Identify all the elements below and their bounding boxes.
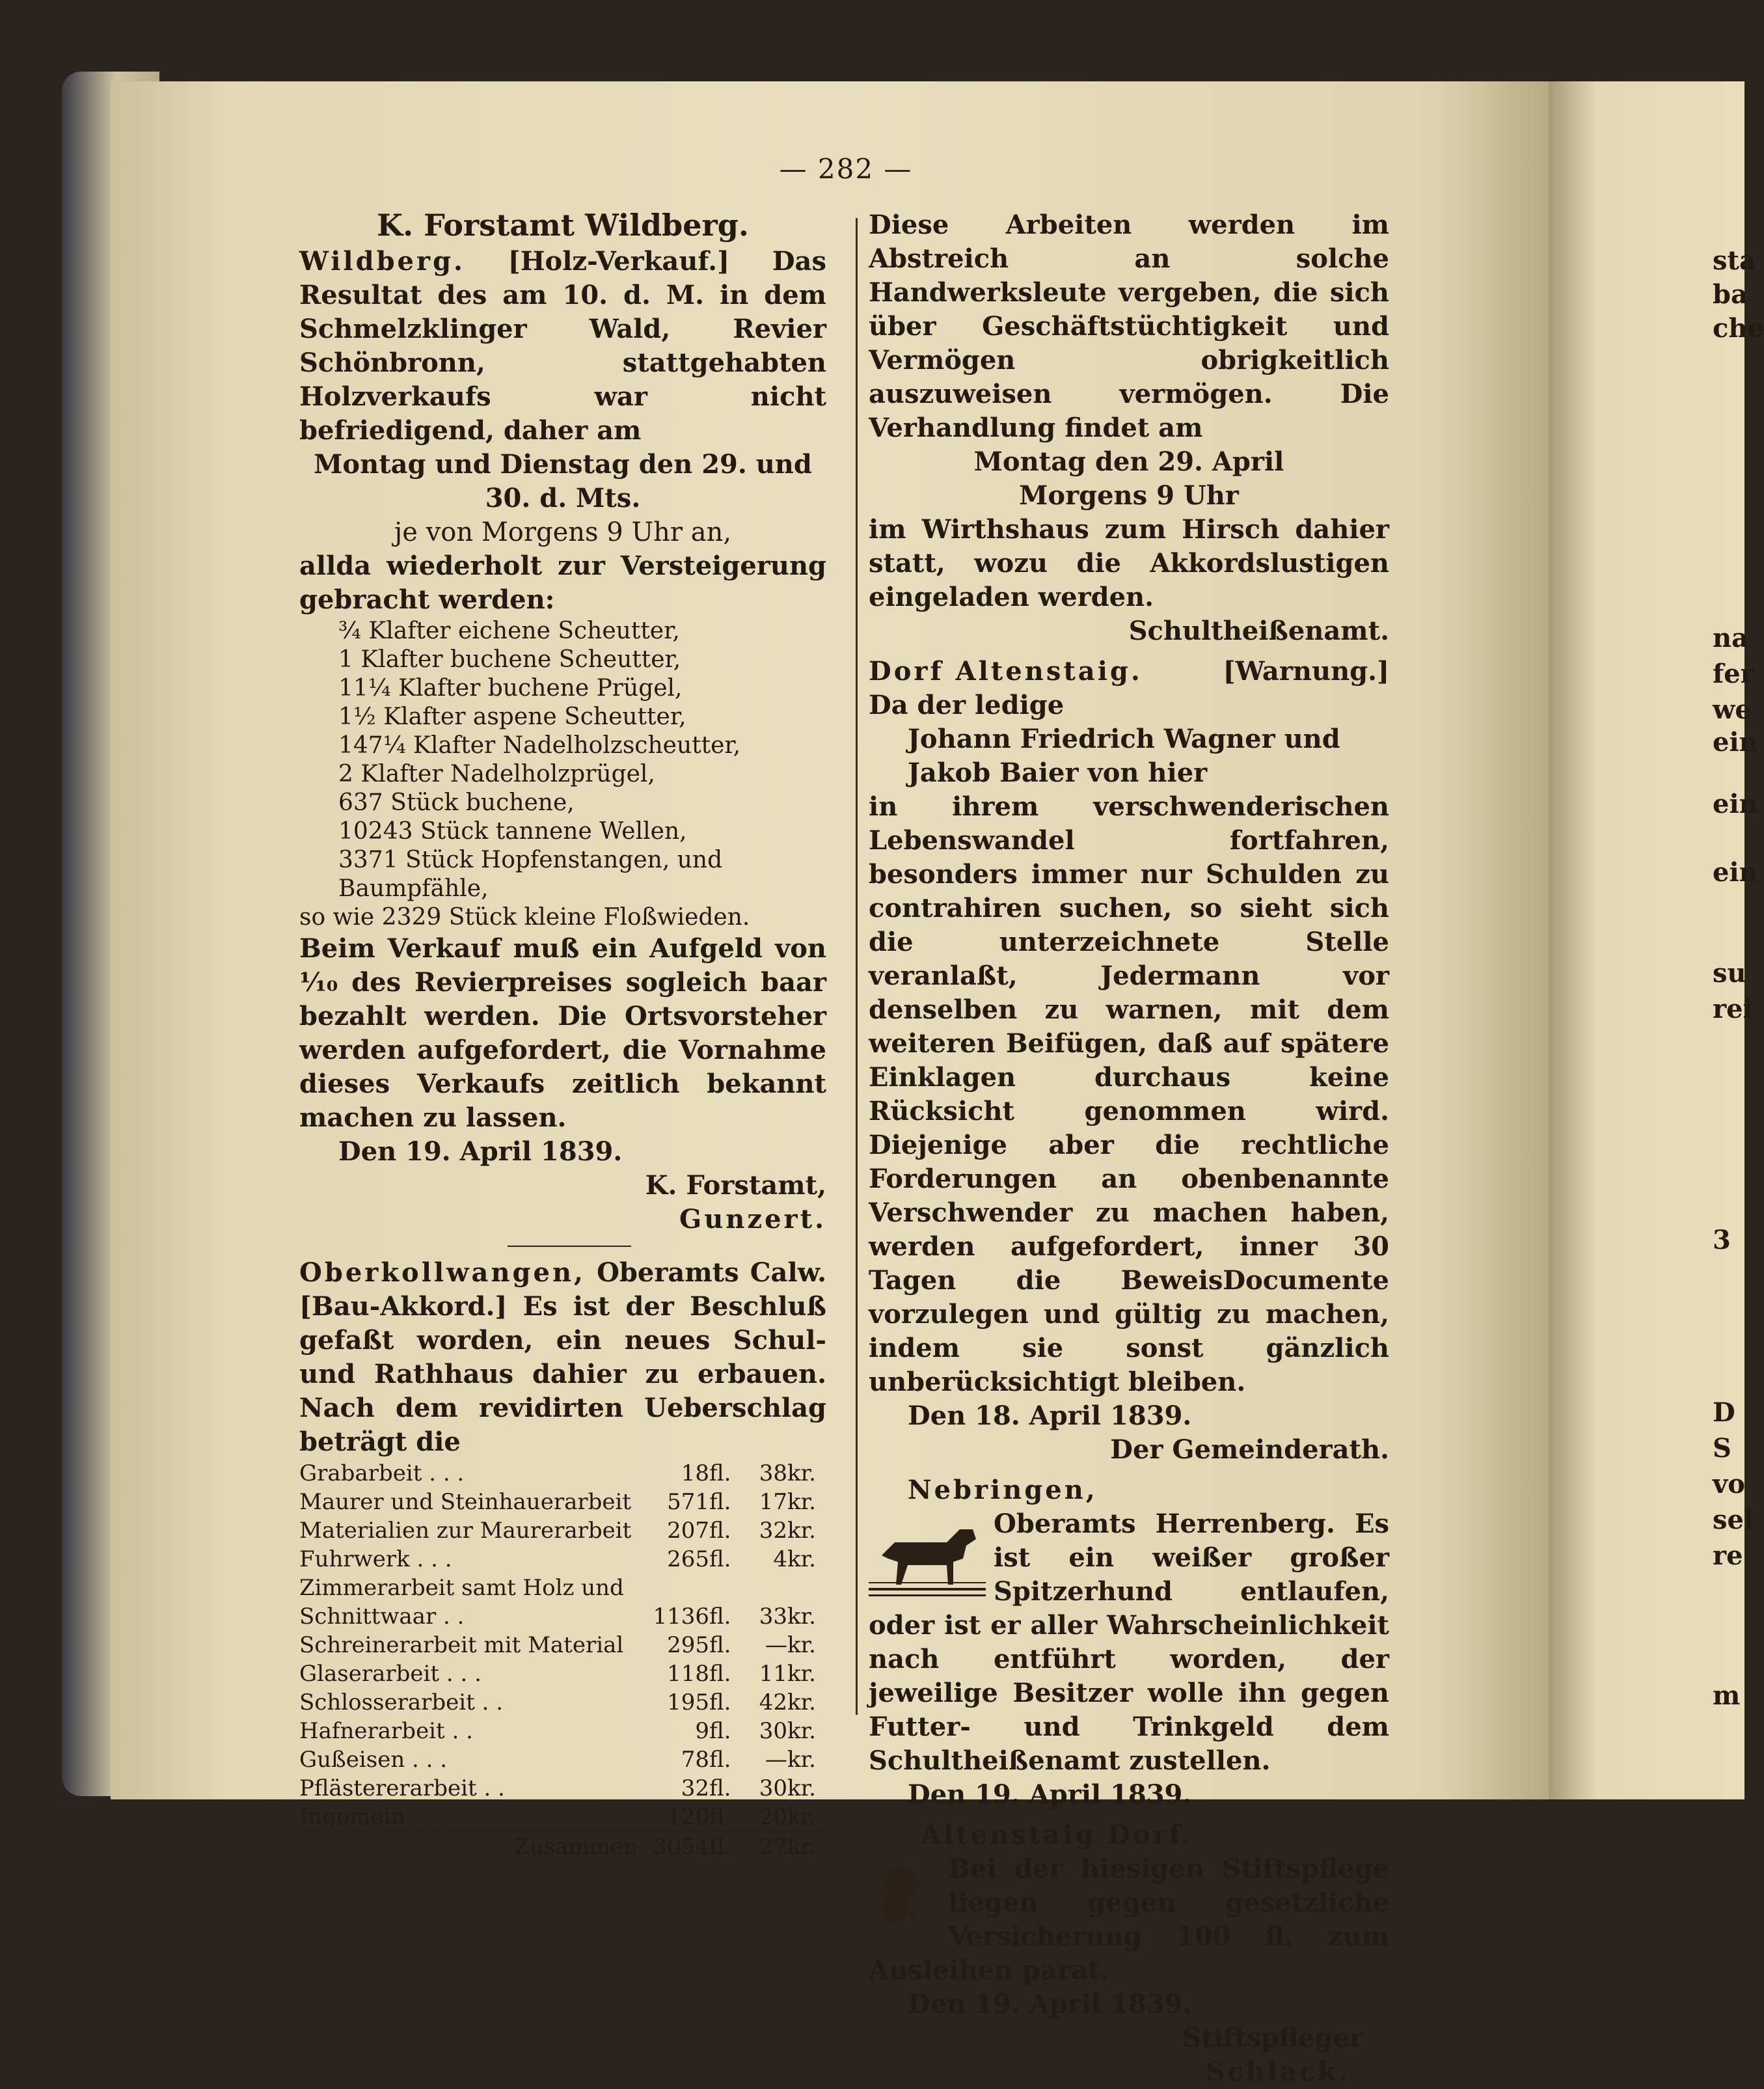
warning-text: in ihrem verschwenderischen Lebenswandel fortfahren, besonders immer nur Schulden zu contrahiren suchen, so sieht sich die unterzeichnete Stelle veranlaßt, Jedermann vor denselben zu warnen, mit dem weiteren Beifügen, daß auf spätere Einklagen durchaus keine Rücksicht genommen wird. Diejenige aber die rechtliche Forderungen an obenbenannte Verschwender zu machen haben, werden aufgefordert, inner 30 Tagen die BeweisDocumente vorzulegen und gültig zu machen, indem sie sonst gänzlich unberücksichtigt bleiben. [869, 791, 1389, 1397]
cost-fl: 295 [667, 1632, 709, 1658]
cost-label: Schlosserarbeit . . [299, 1689, 504, 1715]
cost-label: Gußeisen . . . [299, 1747, 448, 1773]
cost-row [299, 1545, 826, 1574]
unit-fl: fl. [709, 1489, 731, 1515]
unit-fl: fl. [709, 1632, 731, 1658]
work-signature: Schultheißenamt. [1128, 616, 1389, 646]
cost-label: Fuhrwerk . . . [299, 1546, 452, 1572]
cost-total-kr: 27 [742, 1832, 787, 1861]
dog-notice [869, 1507, 1389, 1778]
cost-label: Glaserarbeit . . . [299, 1661, 482, 1687]
cost-kr: 11 [759, 1661, 787, 1687]
cost-kr: — [765, 1632, 787, 1658]
next-page-fragment: sel [1713, 1505, 1754, 1535]
cost-fl: 207 [667, 1518, 709, 1544]
warning-line2: Johann Friedrich Wagner und [908, 724, 1340, 754]
loan-notice-header [869, 1818, 1389, 1852]
cost-row [299, 1488, 826, 1516]
cost-total-label: Zusammen [299, 1832, 638, 1861]
wood-item-list [299, 617, 826, 932]
cost-fl: 195 [667, 1689, 709, 1715]
unit-fl: fl. [709, 1661, 731, 1687]
unit-fl: fl. [709, 1604, 731, 1630]
loan-signature-title: Stiftspfleger [1182, 2023, 1363, 2053]
unit-kr: kr. [787, 1489, 816, 1515]
unit-kr: kr. [787, 1804, 816, 1830]
unit-fl: fl. [709, 1689, 731, 1715]
unit-kr: kr. [787, 1546, 816, 1572]
cost-row [299, 1803, 826, 1832]
cost-row [299, 1574, 826, 1602]
warning-signature: Der Gemeinderath. [1110, 1434, 1389, 1465]
unit-fl: fl. [709, 1518, 731, 1544]
next-page-fragment: S [1713, 1433, 1731, 1464]
unit-kr: kr. [787, 1832, 826, 1861]
wood-item: 637 Stück buchene, [338, 789, 575, 816]
unit-fl: fl. [709, 1460, 731, 1486]
dog-notice-date: Den 19. April 1839. [908, 1779, 1192, 1810]
cost-row [299, 1459, 826, 1488]
dog-notice-place: Nebringen, [908, 1475, 1098, 1505]
auction-text: allda wiederholt zur Versteigerung gebracht werden: [299, 551, 826, 615]
cost-total-fl: 3054 [638, 1832, 709, 1861]
cost-fl: 18 [681, 1460, 709, 1486]
sale-terms: Beim Verkauf muß ein Aufgeld von ¹⁄₁₀ des Revierpreises sogleich baar bezahlt werden. Die Ortsvorsteher werden aufgefordert, die Vornahme dieses Verkaufs zeitlich bekannt machen zu lassen. [299, 933, 826, 1133]
next-page-fragment: re [1713, 1540, 1743, 1571]
construction-place: Oberkollwangen, [299, 1257, 586, 1288]
cost-row [299, 1659, 826, 1688]
left-column [299, 208, 826, 1861]
cost-fl: 571 [667, 1489, 709, 1515]
cost-fl: 9 [695, 1718, 709, 1744]
next-page-fragment: fer [1713, 659, 1754, 689]
unit-fl: fl. [709, 1804, 731, 1830]
next-page-fragment: D [1713, 1397, 1735, 1428]
cost-row [299, 1602, 826, 1631]
next-page-fragment: 3 [1713, 1225, 1731, 1255]
wood-item: 2 Klafter Nadelholzprügel, [338, 761, 655, 787]
cost-fl: 32 [681, 1775, 709, 1801]
dog-notice-text: Oberamts Herrenberg. Es ist ein weißer großer Spitzerhund entlaufen, oder ist er aller Wahrscheinlichkeit nach entführt worden, der jeweilige Besitzer wolle ihn gegen Futter- und Trinkgeld dem Schultheißenamt zustellen. [869, 1509, 1389, 1776]
notice-place: Wildberg. [299, 246, 465, 277]
unit-kr: kr. [787, 1632, 816, 1658]
cost-label: Maurer und Steinhauerarbeit [299, 1489, 632, 1515]
flower-ornament-icon [869, 1855, 940, 1939]
warning-line1: Da der ledige [869, 690, 1065, 720]
wood-item: so wie 2329 Stück kleine Floßwieden. [299, 904, 750, 931]
next-page-fragment: we [1713, 694, 1752, 725]
unit-kr: kr. [787, 1518, 816, 1544]
loan-signature-name: Schlack. [1206, 2056, 1350, 2087]
cost-row [299, 1516, 826, 1545]
next-page-fragment: vo [1713, 1469, 1745, 1499]
cost-fl: 120 [667, 1804, 709, 1830]
work-place: im Wirthshaus zum Hirsch dahier statt, wozu die Akkordslustigen eingeladen werden. [869, 514, 1389, 612]
notice-heading: K. Forstamt Wildberg. [377, 208, 749, 243]
cost-row [299, 1631, 826, 1659]
next-page-fragment: ein [1713, 789, 1758, 819]
cost-fl: 1136 [653, 1604, 709, 1630]
cost-table [299, 1459, 826, 1861]
unit-kr: kr. [787, 1661, 816, 1687]
work-text: Diese Arbeiten werden im Abstreich an solche Handwerksleute vergeben, die sich über Geschäftstüchtigkeit und Vermögen obrigkeitlich auszuweisen vermögen. Die Verhandlung findet am [869, 210, 1389, 443]
dog-woodcut-icon [869, 1510, 986, 1596]
cost-label: Grabarbeit . . . [299, 1460, 465, 1486]
loan-notice-place: Altenstaig Dorf. [921, 1820, 1194, 1850]
cost-row [299, 1688, 826, 1717]
next-page-fragment: rei [1713, 994, 1753, 1024]
work-date: Montag den 29. April [973, 446, 1284, 477]
sale-time: je von Morgens 9 Uhr an, [394, 517, 732, 547]
loan-notice-text: Bei der hiesigen Stiftspflege liegen gegen gesetzliche Versicherung 100 fl. zum Ausleihen parat. [869, 1853, 1389, 1986]
cost-label: Ingemein . . . [299, 1804, 448, 1830]
warning-header [869, 655, 1389, 689]
section-divider [508, 1246, 631, 1247]
cost-label: Schnittwaar . . [299, 1604, 465, 1630]
notice-intro [299, 245, 826, 448]
warning-place: Dorf Altenstaig. [869, 656, 1143, 687]
cost-row [299, 1774, 826, 1803]
next-page-fragment: su [1713, 958, 1746, 989]
unit-fl: fl. [709, 1775, 731, 1801]
cost-kr: 30 [759, 1775, 787, 1801]
unit-kr: kr. [787, 1718, 816, 1744]
loan-notice-date: Den 19. April 1839. [908, 1989, 1192, 2019]
next-page-fragment: ba [1713, 279, 1748, 310]
work-time: Morgens 9 Uhr [1019, 480, 1239, 511]
wood-item: 11¼ Klafter buchene Prügel, [338, 675, 683, 702]
dog-notice-header [869, 1473, 1389, 1507]
next-page-fragment: ein [1713, 857, 1758, 888]
cost-label: Zimmerarbeit samt Holz und [299, 1575, 624, 1601]
unit-fl: fl. [709, 1718, 731, 1744]
cost-kr: 20 [759, 1804, 787, 1830]
warning-date: Den 18. April 1839. [908, 1400, 1192, 1431]
wood-item: 1½ Klafter aspene Scheutter, [338, 703, 686, 730]
cost-kr: 17 [759, 1489, 787, 1515]
page-number: — 282 — [779, 153, 913, 185]
cost-row [299, 1717, 826, 1745]
unit-kr: kr. [787, 1747, 816, 1773]
column-rule [856, 218, 858, 1715]
wood-item: 3371 Stück Hopfenstangen, und Baumpfähle, [338, 847, 723, 902]
cost-kr: 42 [759, 1689, 787, 1715]
unit-kr: kr. [787, 1689, 816, 1715]
unit-kr: kr. [787, 1775, 816, 1801]
next-page-fragment: che [1713, 313, 1764, 344]
next-page-fragment: m [1713, 1680, 1741, 1711]
unit-fl: fl. [709, 1747, 731, 1773]
right-column [869, 208, 1389, 2089]
wood-item: ¾ Klafter eichene Scheutter, [338, 618, 680, 644]
cost-kr: — [765, 1747, 787, 1773]
unit-kr: kr. [787, 1460, 816, 1486]
cost-total-row [299, 1832, 826, 1861]
notice-intro-text: [Holz-Verkauf.] Das Resultat des am 10. d. M. in dem Schmelzklinger Wald, Revier Schönbronn, stattgehabten Holzverkaufs war nicht befriedigend, daher am [299, 246, 826, 446]
construction-text: Oberamts Calw. [Bau-Akkord.] Es ist der Beschluß gefaßt worden, ein neues Schul- und Rathhaus dahier zu erbauen. Nach dem revidirten Ueberschlag beträgt die [299, 1257, 826, 1457]
warning-tag: [Warnung.] [1223, 656, 1389, 687]
cost-fl: 265 [667, 1546, 709, 1572]
unit-fl: fl. [709, 1832, 742, 1861]
cost-fl: 78 [681, 1747, 709, 1773]
loan-notice [869, 1852, 1389, 1987]
signature-name: Gunzert. [679, 1204, 826, 1235]
wood-item: 10243 Stück tannene Wellen, [338, 818, 687, 845]
sale-date-line2: 30. d. Mts. [485, 483, 641, 513]
cost-fl: 118 [667, 1661, 709, 1687]
cost-kr: 30 [759, 1718, 787, 1744]
cost-kr: 4 [773, 1546, 787, 1572]
cost-label: Hafnerarbeit . . [299, 1718, 473, 1744]
cost-label: Materialien zur Maurerarbeit [299, 1518, 632, 1544]
wood-item: 1 Klafter buchene Scheutter, [338, 646, 681, 673]
cost-kr: 33 [759, 1604, 787, 1630]
cost-kr: 38 [759, 1460, 787, 1486]
cost-label: Pflästererarbeit . . [299, 1775, 505, 1801]
warning-line3: Jakob Baier von hier [908, 758, 1208, 788]
unit-fl: fl. [709, 1546, 731, 1572]
sale-date-line1: Montag und Dienstag den 29. und [314, 449, 812, 480]
signature-office: K. Forstamt, [645, 1170, 826, 1201]
sale-issue-date: Den 19. April 1839. [338, 1136, 623, 1167]
next-page-fragment: na [1713, 623, 1748, 653]
cost-row [299, 1745, 826, 1774]
construction-notice [299, 1256, 826, 1459]
next-page-fragment: sta [1713, 245, 1756, 276]
unit-kr: kr. [787, 1604, 816, 1630]
cost-kr: 32 [759, 1518, 787, 1544]
cost-label: Schreinerarbeit mit Material [299, 1632, 624, 1658]
wood-item: 147¼ Klafter Nadelholzscheutter, [338, 732, 741, 759]
next-page-fragment: ein [1713, 727, 1758, 758]
